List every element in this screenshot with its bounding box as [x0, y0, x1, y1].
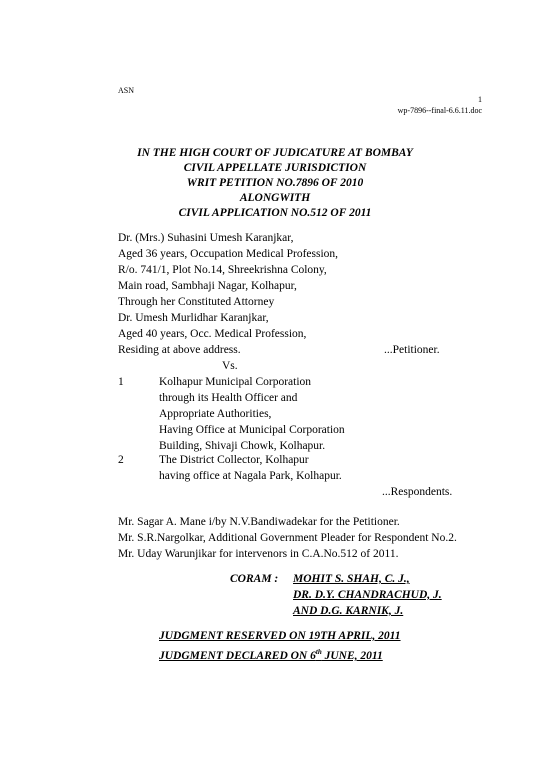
petitioner-line: Dr. (Mrs.) Suhasini Umesh Karanjkar,: [118, 232, 294, 244]
coram-label: CORAM :: [230, 573, 279, 585]
judgment-declared-suffix: JUNE, 2011: [321, 649, 383, 662]
respondent-line: Having Office at Municipal Corporation: [159, 424, 345, 436]
counsel-line: Mr. Sagar A. Mane i/by N.V.Bandiwadekar for the Petitioner.: [118, 516, 400, 528]
petitioner-block: [118, 230, 338, 358]
civil-application-number: CIVIL APPLICATION NO.512 OF 2011: [178, 207, 372, 219]
counsel-line: Mr. S.R.Nargolkar, Additional Government Pleader for Respondent No.2.: [118, 532, 457, 544]
header-file-name: wp-7896--final-6.6.11.doc: [397, 106, 482, 115]
judgment-declared-prefix: JUDGMENT DECLARED ON 6: [159, 649, 316, 662]
respondent-number: 1: [118, 376, 124, 388]
header-initials: ASN: [118, 86, 135, 95]
petitioner-line: Residing at above address.: [118, 344, 241, 356]
alongwith: ALONGWITH: [239, 192, 311, 204]
petitioner-line: R/o. 741/1, Plot No.14, Shreekrishna Colony,: [118, 264, 327, 276]
respondent-line: Building, Shivaji Chowk, Kolhapur.: [159, 440, 326, 452]
judgment-declared: [159, 644, 383, 664]
petitioner-line: Dr. Umesh Murlidhar Karanjkar,: [118, 312, 269, 324]
respondent-line: through its Health Officer and: [159, 392, 298, 404]
petitioner-role: ...Petitioner.: [384, 344, 440, 356]
petitioner-line: Main road, Sambhaji Nagar, Kolhapur,: [118, 280, 297, 292]
judge-name: MOHIT S. SHAH, C. J.,: [293, 573, 410, 585]
header-page-number: 1: [478, 95, 482, 104]
respondent-number: 2: [118, 454, 124, 466]
judgment-declared-sup: th: [315, 648, 322, 656]
judgment-reserved: JUDGMENT RESERVED ON 19TH APRIL, 2011: [159, 630, 401, 642]
respondent-line: having office at Nagala Park, Kolhapur.: [159, 470, 342, 482]
judge-name: AND D.G. KARNIK, J.: [293, 605, 404, 617]
respondent-1-block: [159, 374, 345, 454]
respondent-2-block: [159, 452, 342, 484]
judge-name: DR. D.Y. CHANDRACHUD, J.: [293, 589, 442, 601]
respondent-line: Appropriate Authorities,: [159, 408, 272, 420]
respondents-role: ...Respondents.: [382, 486, 453, 498]
respondent-line: Kolhapur Municipal Corporation: [159, 376, 312, 388]
petitioner-line: Aged 36 years, Occupation Medical Profession,: [118, 248, 339, 260]
coram-judges: [293, 571, 442, 619]
counsel-block: [118, 514, 457, 562]
writ-petition-number: WRIT PETITION NO.7896 OF 2010: [186, 177, 364, 189]
counsel-line: Mr. Uday Warunjikar for intervenors in C.A.No.512 of 2011.: [118, 548, 399, 560]
versus: Vs.: [222, 360, 238, 372]
respondent-line: The District Collector, Kolhapur: [159, 454, 309, 466]
petitioner-line: Aged 40 years, Occ. Medical Profession,: [118, 328, 307, 340]
court-name: IN THE HIGH COURT OF JUDICATURE AT BOMBAY: [137, 147, 413, 159]
petitioner-line: Through her Constituted Attorney: [118, 296, 275, 308]
jurisdiction: CIVIL APPELLATE JURISDICTION: [183, 162, 367, 174]
